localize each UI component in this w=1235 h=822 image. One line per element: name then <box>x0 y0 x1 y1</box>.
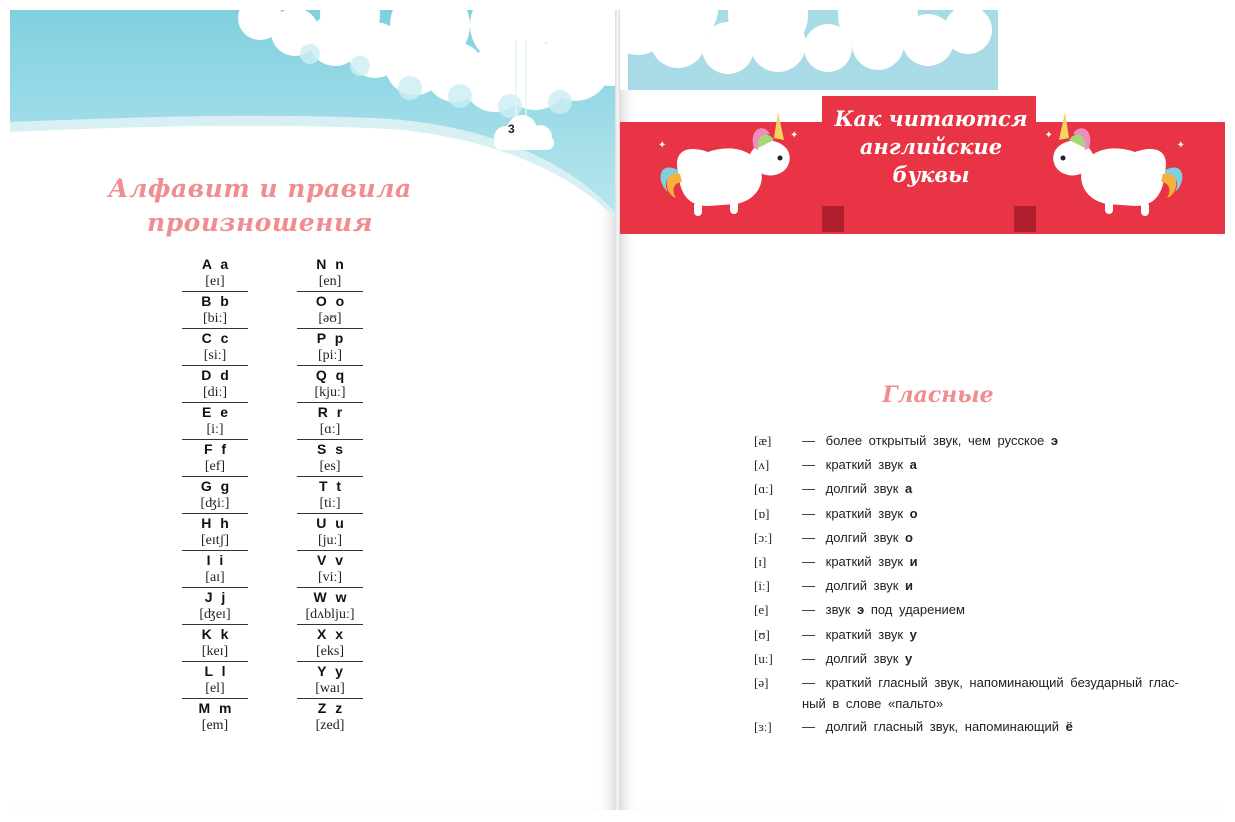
vowel-russian-letter: и <box>905 578 913 594</box>
vowel-description: краткий звук <box>825 457 910 473</box>
book-spread <box>10 10 1225 810</box>
alphabet-entry <box>182 625 248 662</box>
letter-pair: Q q <box>315 367 345 383</box>
letter-transcription: [em] <box>201 718 229 733</box>
vowel-item <box>754 430 1194 452</box>
letter-transcription: [eɪ] <box>205 274 225 289</box>
letter-pair: H h <box>201 515 229 531</box>
vowel-description: краткий звук <box>825 505 910 521</box>
vowel-symbol: [ʌ] <box>754 457 770 473</box>
alphabet-entry <box>182 403 248 440</box>
vowel-item <box>754 648 1194 670</box>
letter-transcription: [aɪ] <box>205 570 225 585</box>
alphabet-entry <box>297 625 363 662</box>
alphabet-entry <box>297 514 363 551</box>
vowel-russian-letter: о <box>909 505 918 521</box>
letter-transcription: [ɑː] <box>319 422 341 437</box>
vowel-item <box>754 624 1194 646</box>
alphabet-column-2 <box>297 255 363 736</box>
right-page <box>618 10 1225 810</box>
letter-transcription: [ef] <box>204 459 226 474</box>
alphabet-entry <box>182 699 248 736</box>
vowel-russian-letter: а <box>905 481 913 497</box>
letter-transcription: [ʤiː] <box>200 496 230 511</box>
vowel-symbol: [ɒ] <box>754 505 770 521</box>
vowel-dash: — <box>802 457 815 473</box>
vowel-item <box>754 478 1194 500</box>
svg-text:✦: ✦ <box>1044 130 1053 141</box>
vowel-symbol: [ʊ] <box>754 626 770 642</box>
left-page <box>10 10 617 810</box>
alphabet-entry <box>182 477 248 514</box>
letter-pair: X x <box>316 626 343 642</box>
vowel-dash: — <box>802 626 815 642</box>
book-spine <box>615 10 620 810</box>
letter-transcription: [juː] <box>317 533 343 548</box>
letter-pair: V v <box>316 552 343 568</box>
alphabet-entry <box>297 477 363 514</box>
letter-transcription: [diː] <box>202 385 228 400</box>
vowel-dash: — <box>802 578 815 594</box>
vowel-description: более открытый звук, чем русское <box>825 433 1051 448</box>
alphabet-entry <box>297 551 363 588</box>
vowel-dash: — <box>802 602 815 618</box>
vowel-russian-letter: у <box>905 650 913 666</box>
vowel-description: долгий звук <box>825 578 905 594</box>
letter-pair: D d <box>201 367 229 383</box>
alphabet-entry <box>182 292 248 329</box>
letter-pair: N n <box>316 256 344 272</box>
vowel-symbol: [ɑː] <box>754 481 774 497</box>
alphabet-entry <box>297 292 363 329</box>
letter-transcription: [waɪ] <box>315 681 345 696</box>
svg-text:✦: ✦ <box>790 130 799 141</box>
vowel-dash: — <box>802 650 815 666</box>
letter-transcription: [tiː] <box>319 496 341 511</box>
letter-transcription: [viː] <box>317 570 343 585</box>
vowel-symbol: [ə] <box>754 674 769 690</box>
vowel-dash: — <box>802 674 815 690</box>
vowel-dash: — <box>802 505 815 521</box>
vowel-russian-letter: э <box>1050 433 1059 448</box>
alphabet-title: Алфавит и правила произношения <box>108 174 412 237</box>
alphabet-entry <box>297 440 363 477</box>
letter-transcription: [biː] <box>202 311 228 326</box>
vowels-heading: Гласные <box>882 382 994 408</box>
letter-pair: W w <box>313 589 347 605</box>
vowel-description: краткий звук <box>825 626 910 642</box>
vowel-description: долгий звук <box>825 481 905 497</box>
letter-transcription: [ʤeɪ] <box>199 607 231 622</box>
letter-pair: O o <box>315 293 345 309</box>
vowel-description: долгий звук <box>825 529 905 545</box>
vowel-item <box>754 599 1194 621</box>
alphabet-entry <box>182 366 248 403</box>
letter-pair: U u <box>316 515 344 531</box>
vowel-symbol: [iː] <box>754 578 770 594</box>
letter-pair: R r <box>317 404 343 420</box>
vowel-item <box>754 672 1194 714</box>
letter-pair: K k <box>201 626 229 642</box>
alphabet-entry <box>297 329 363 366</box>
vowel-item <box>754 551 1194 573</box>
letter-pair: E e <box>201 404 228 420</box>
banner-title: Как читаются английские буквы <box>834 106 1028 187</box>
letter-transcription: [piː] <box>317 348 343 363</box>
letter-transcription: [əʊ] <box>318 311 342 326</box>
letter-pair: F f <box>203 441 227 457</box>
vowel-dash: — <box>802 553 815 569</box>
letter-transcription: [zed] <box>315 718 345 733</box>
letter-pair: P p <box>316 330 344 346</box>
alphabet-entry <box>297 403 363 440</box>
page-number: 3 <box>508 122 515 136</box>
letter-transcription: [en] <box>318 274 342 289</box>
letter-transcription: [dʌbljuː] <box>305 607 355 622</box>
vowel-list <box>754 430 1194 740</box>
alphabet-entry <box>182 255 248 292</box>
vowel-russian-letter: а <box>909 457 917 473</box>
svg-text:✦: ✦ <box>658 140 667 151</box>
letter-transcription: [eɪtʃ] <box>201 533 229 548</box>
vowel-russian-letter: ё <box>1065 719 1073 735</box>
vowel-item <box>754 527 1194 549</box>
letter-pair: L l <box>204 663 226 679</box>
alphabet-entry <box>182 440 248 477</box>
vowel-dash: — <box>802 529 815 545</box>
vowel-symbol: [ɪ] <box>754 553 767 569</box>
alphabet-entry <box>297 366 363 403</box>
vowel-symbol: [æ] <box>754 433 772 448</box>
letter-pair: B b <box>201 293 229 309</box>
letter-pair: C c <box>201 330 229 346</box>
vowel-dash: — <box>802 719 815 735</box>
letter-pair: Z z <box>317 700 343 716</box>
vowel-description: краткий звук <box>825 553 910 569</box>
svg-text:✦: ✦ <box>1176 140 1185 151</box>
vowel-symbol: [ɔː] <box>754 529 773 545</box>
letter-pair: S s <box>316 441 343 457</box>
letter-transcription: [kjuː] <box>314 385 346 400</box>
alphabet-entry <box>182 551 248 588</box>
vowel-item <box>754 454 1194 476</box>
letter-pair: T t <box>318 478 342 494</box>
letter-pair: G g <box>200 478 230 494</box>
letter-pair: I i <box>206 552 224 568</box>
vowel-symbol: [e] <box>754 602 769 618</box>
vowel-russian-letter: э <box>857 602 865 618</box>
vowel-description: краткий гласный звук, напоминающий безударный глас-ный в слове «пальто» <box>802 674 1179 711</box>
vowel-symbol: [uː] <box>754 650 773 666</box>
vowel-description: долгий гласный звук, напоминающий <box>825 719 1066 735</box>
alphabet-entry <box>182 514 248 551</box>
vowel-russian-letter: и <box>909 553 918 569</box>
letter-pair: J j <box>204 589 226 605</box>
vowel-description: звук <box>825 602 858 618</box>
alphabet-entry <box>297 255 363 292</box>
alphabet-entry <box>182 662 248 699</box>
top-clouds <box>618 10 1225 90</box>
letter-transcription: [es] <box>319 459 341 474</box>
alphabet-entry <box>182 329 248 366</box>
letter-transcription: [eks] <box>316 644 344 659</box>
vowel-dash: — <box>802 481 815 497</box>
alphabet-column-1 <box>182 255 248 736</box>
letter-transcription: [el] <box>205 681 225 696</box>
letter-transcription: [keɪ] <box>201 644 229 659</box>
letter-transcription: [iː] <box>206 422 224 437</box>
vowel-russian-letter: у <box>909 626 917 642</box>
letter-transcription: [siː] <box>203 348 227 363</box>
letter-pair: M m <box>198 700 232 716</box>
vowel-russian-letter: о <box>905 529 913 545</box>
vowel-item <box>754 575 1194 597</box>
vowel-item <box>754 716 1194 738</box>
alphabet-entry <box>182 588 248 625</box>
vowel-description-end: под ударением <box>864 602 965 618</box>
vowel-symbol: [ɜː] <box>754 719 772 735</box>
alphabet-entry <box>297 699 363 736</box>
vowel-item <box>754 503 1194 525</box>
vowel-description: долгий звук <box>825 650 905 666</box>
letter-pair: Y y <box>317 663 343 679</box>
vowel-dash: — <box>802 433 815 448</box>
alphabet-entry <box>297 662 363 699</box>
letter-pair: A a <box>201 256 229 272</box>
alphabet-entry <box>297 588 363 625</box>
